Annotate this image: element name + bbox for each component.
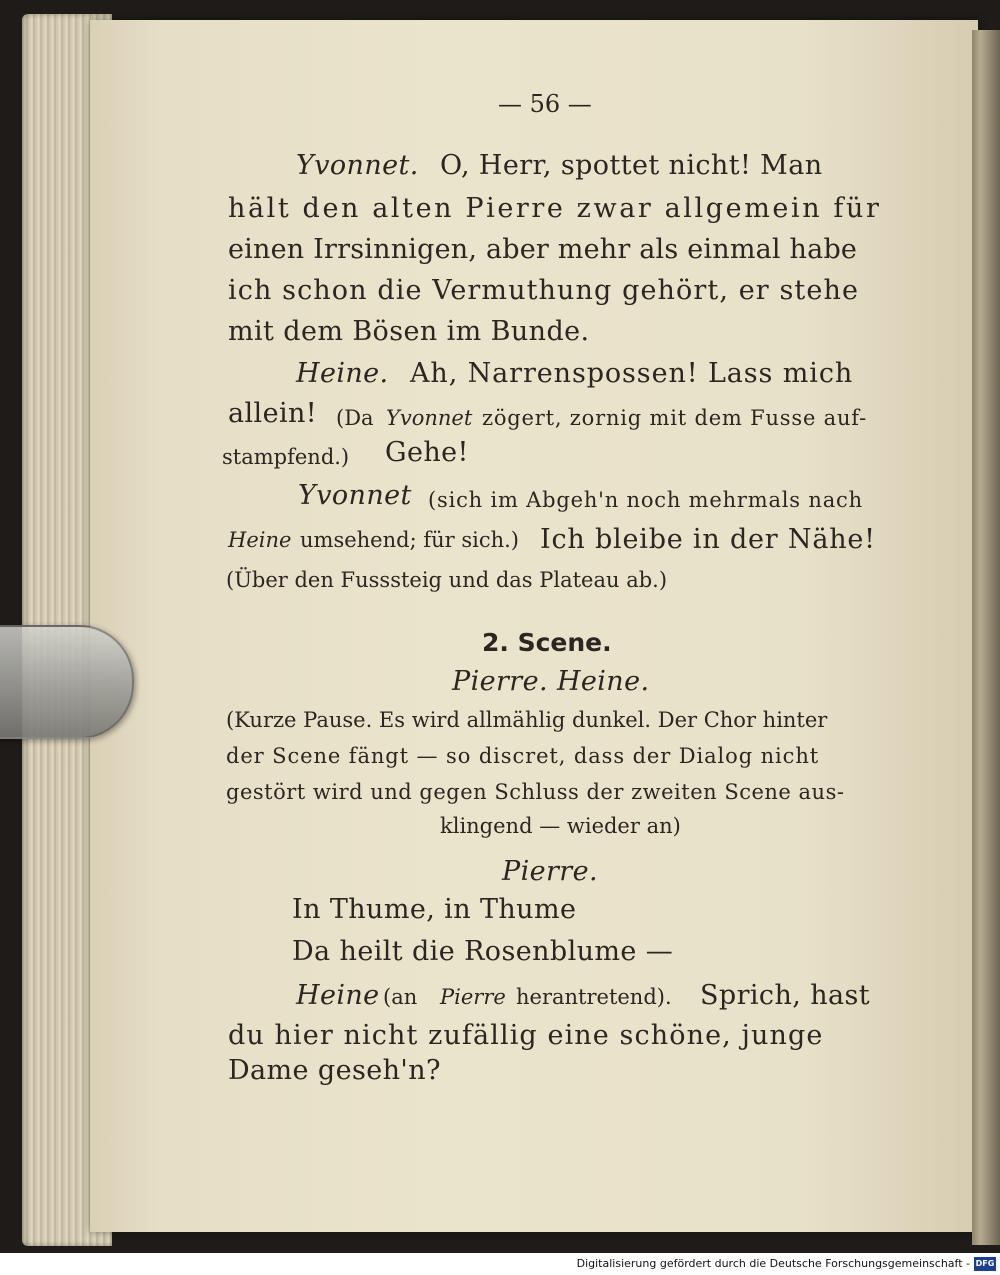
stage-direction: herantretend). bbox=[516, 985, 672, 1009]
text-line: O, Herr, spottet nicht! Man bbox=[440, 150, 823, 181]
dfg-logo: DFG bbox=[974, 1257, 996, 1271]
verse-line: In Thume, in Thume bbox=[292, 894, 577, 925]
text-line: Gehe! bbox=[385, 437, 469, 468]
scene-heading: 2. Scene. bbox=[482, 628, 612, 657]
speaker-pierre: Pierre. bbox=[502, 856, 598, 887]
text-line: Ah, Narrenspossen! Lass mich bbox=[410, 358, 854, 389]
text-line: allein! bbox=[228, 398, 318, 429]
speaker-heine: Heine. bbox=[296, 358, 389, 389]
stage-direction: (an bbox=[383, 985, 418, 1009]
text-line: mit dem Bösen im Bunde. bbox=[228, 316, 590, 347]
stage-direction: (Kurze Pause. Es wird allmählig dunkel. Der Chor hinter bbox=[226, 708, 828, 732]
speaker-heine: Heine bbox=[296, 980, 380, 1011]
stage-direction-name: Pierre bbox=[440, 985, 506, 1009]
verse-line: Da heilt die Rosenblume — bbox=[292, 936, 674, 967]
stage-direction: (Da bbox=[336, 406, 374, 430]
page-number: — 56 — bbox=[498, 90, 592, 118]
stage-direction: gestört wird und gegen Schluss der zweiten Scene aus- bbox=[226, 780, 845, 804]
speaker-yvonnet: Yvonnet. bbox=[296, 150, 419, 181]
stage-direction: stampfend.) bbox=[222, 445, 350, 469]
stage-direction: (sich im Abgeh'n noch mehrmals nach bbox=[428, 488, 863, 512]
stage-direction: der Scene fängt — so discret, dass der Dialog nicht bbox=[226, 744, 820, 768]
stage-direction: umsehend; für sich.) bbox=[300, 528, 519, 552]
text-line: du hier nicht zufällig eine schöne, junge bbox=[228, 1020, 824, 1051]
credit-text: Digitalisierung gefördert durch die Deutsche Forschungsgemeinschaft - bbox=[576, 1257, 970, 1270]
text-line: Sprich, hast bbox=[700, 980, 870, 1011]
stage-direction: klingend — wieder an) bbox=[440, 814, 681, 838]
text-line: Ich bleibe in der Nähe! bbox=[540, 524, 876, 555]
scene-characters: Pierre. Heine. bbox=[452, 666, 650, 697]
stage-direction: zögert, zornig mit dem Fusse auf- bbox=[482, 406, 868, 430]
text-line: einen Irrsinnigen, aber mehr als einmal habe bbox=[228, 234, 858, 265]
stage-direction: (Über den Fusssteig und das Plateau ab.) bbox=[226, 568, 668, 592]
text-line: Dame geseh'n? bbox=[228, 1055, 441, 1086]
text-line: hält den alten Pierre zwar allgemein für bbox=[228, 193, 882, 224]
digitization-credit bbox=[0, 1253, 1000, 1275]
stage-direction-name: Yvonnet bbox=[386, 406, 473, 430]
speaker-yvonnet: Yvonnet bbox=[298, 480, 412, 511]
stage-direction-name: Heine bbox=[228, 528, 292, 552]
page-clip bbox=[0, 625, 134, 739]
text-line: ich schon die Vermuthung gehört, er stehe bbox=[228, 275, 860, 306]
book-spine bbox=[972, 30, 1000, 1245]
